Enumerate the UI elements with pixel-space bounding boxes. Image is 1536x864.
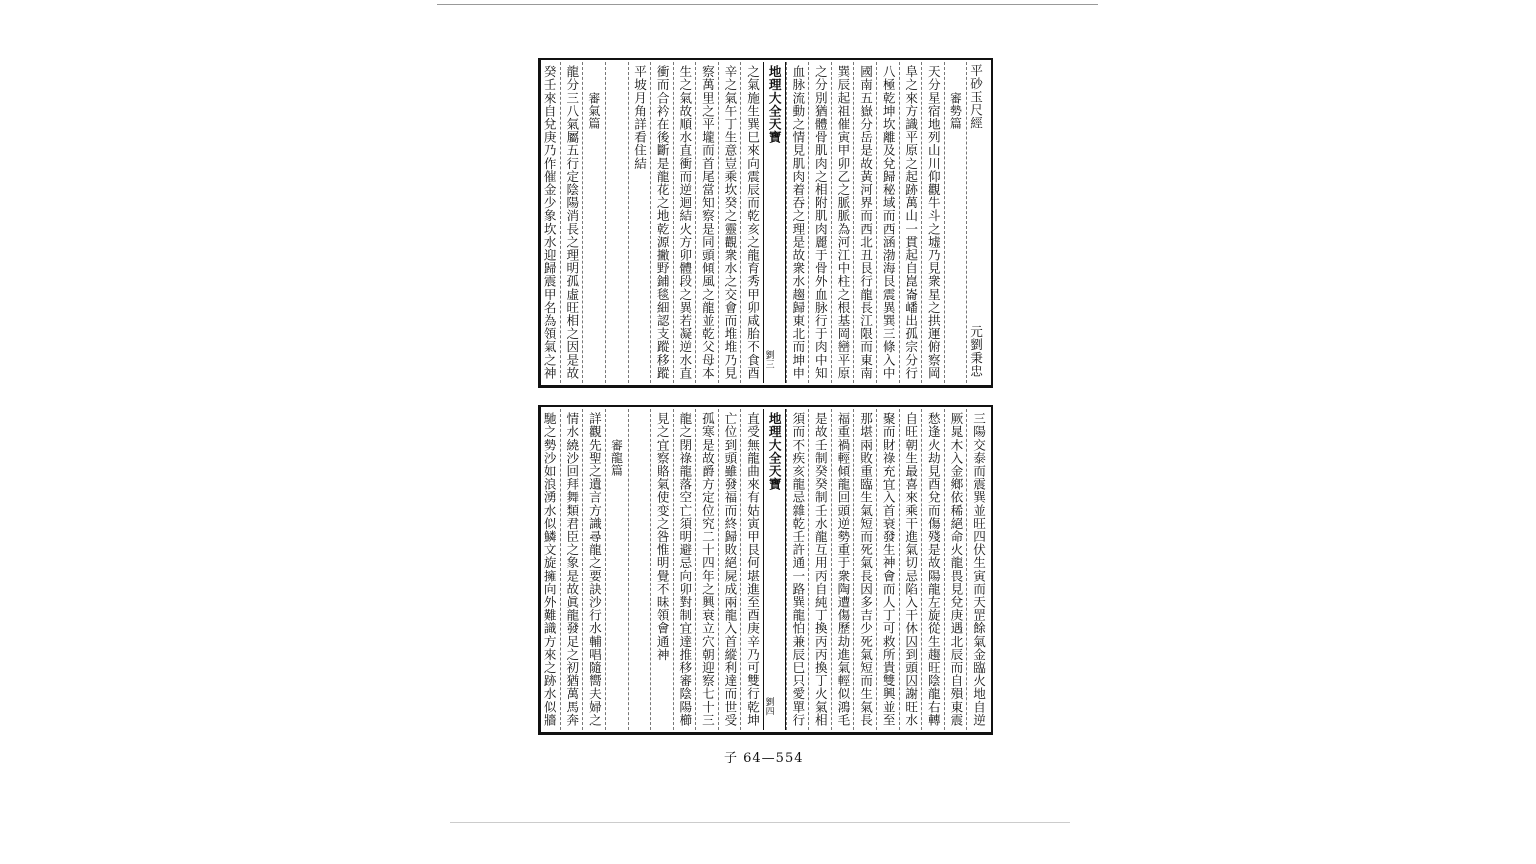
text-column: 阜之來方識平原之起跡萬山一貫起自崑崙嶓出孤宗分行 [899,62,922,383]
spine-leaf-number: 劉四 [763,697,774,716]
author-name: 元劉秉忠 [968,324,983,377]
text-column: 自旺朝生最喜來乘干進氣切忌陷入干休囚到頭囚謝旺水 [899,409,922,730]
lower-leaf-page [538,405,993,735]
text-column: 見之宜察賂氣使变之咎惟明覺不昧領會通神 [650,409,673,730]
section-heading: 審龍篇 [605,409,628,730]
spine-title: 地理大全天寶 [766,412,782,491]
text-column: 孤寒是故爵方定位究二十四年之興衰立穴朝迎察七十三 [695,409,718,730]
text-column: 須而不疾亥龍忌雜乾壬許通一路巽龍怕兼辰巳只愛單行 [786,409,809,730]
page-number: 子 64—554 [724,751,804,766]
text-column: 天分星宿地列山川仰觀牛斗之墟乃見衆星之拱運俯察岡 [921,62,944,383]
header-column [966,62,989,383]
section-heading: 審勢篇 [944,62,967,383]
text-column: 三陽交泰而震巽並旺四伏生寅而天罡餘氣金臨火地自逆 [966,409,989,730]
text-column: 八極乾坤坎離及兌歸秘域而西涵渤海艮震異巽三條入中 [876,62,899,383]
center-spine-column [763,62,786,383]
text-column: 之氣施生巽巳來向震辰而乾亥之龍育秀甲卯咸胎不食酉 [740,62,763,383]
blank-column [628,409,651,730]
text-column: 衝而合衿在後斷是龍花之地乾源撇野鋪毯細認支蹤移蹤 [650,62,673,383]
text-column: 馳之勢沙如浪湧水似鱗文旋擁向外難識方來之跡水似牆 [541,412,557,727]
text-column: 血脉流動之情見肌肉着吞之理是故衆水趨歸東北而坤申 [786,62,809,383]
top-rule-line [437,4,1098,5]
text-column: 直受無龍曲來有姑寅甲艮何堪進至酉庚辛乃可雙行乾坤 [740,409,763,730]
text-column: 那堪兩敗重臨生氣短而死氣長因多吉少死氣短而生氣長 [853,409,876,730]
text-column: 厥晁木入金鄉依稀絕命火龍畏見兌庚遇北辰而自殞東震 [944,409,967,730]
center-spine-column [763,409,786,730]
text-column: 之分別猶體骨肌肉之相附肌肉麗于骨外血脉行于肉中知 [808,62,831,383]
text-column: 巽辰起祖催寅甲卯乙之脈脈為河江中柱之根基岡巒平原 [831,62,854,383]
text-column: 察萬里之平壠而首尾當知察是同頭傾風之龍並乾父母本 [695,62,718,383]
spine-title: 地理大全天寶 [766,65,782,144]
book-title: 平砂玉尺經 [968,64,983,130]
spine-leaf-number: 劉三 [763,350,774,369]
section-heading: 審氣篇 [582,62,605,383]
text-column: 龍之閉祿龍落空亡須明避忌向卯對制宜達推移審陰陽櫛 [673,409,696,730]
text-column: 國南五嶽分岳是故黃河界而西北丑艮行龍長江限而東南 [853,62,876,383]
text-column: 情水繞沙回拜舞類君臣之象是故眞龍發足之初猶萬馬奔 [560,409,583,730]
bottom-rule-line [450,822,1070,823]
upper-leaf-page [538,58,993,388]
text-column: 福重禍輕傾龍回頭逆勢重于衆陶遭傷歷劫進氣輕似鴻毛 [831,409,854,730]
text-column: 生之氣故順水直衝而逆迴結火方卯體段之異若凝逆水直 [673,62,696,383]
text-column: 龍分三八氣屬五行定陰陽消長之理明孤虛旺相之因是故 [560,62,583,383]
text-column: 聚而財祿充宜入首衰發生神會而人丁可救所貴雙興並至 [876,409,899,730]
text-column: 詳觀先聖之遺言方識尋龍之要訣沙行水輔唱隨嚮夫婦之 [582,409,605,730]
text-column: 平坡月角詳看住結 [628,62,651,383]
text-column: 癸壬來自兌庚乃作催金少象坎水迎歸震甲名為領氣之神 [541,65,557,380]
blank-column [605,62,628,383]
text-column: 辛之氣午丁生意豈乘坎癸之靈觀衆水之交會而堆堆乃見 [718,62,741,383]
text-column: 亡位到頭雖發福而終歸敗絕屍成兩龍入首縱利達而世受 [718,409,741,730]
text-column: 是故壬制癸癸制壬水龍互用丙自純丁換丙丙換丁火氣相 [808,409,831,730]
text-column: 愁逢火劫見酉兌而傷殘是故陽龍左旋從生趨旺陰龍右轉 [921,409,944,730]
